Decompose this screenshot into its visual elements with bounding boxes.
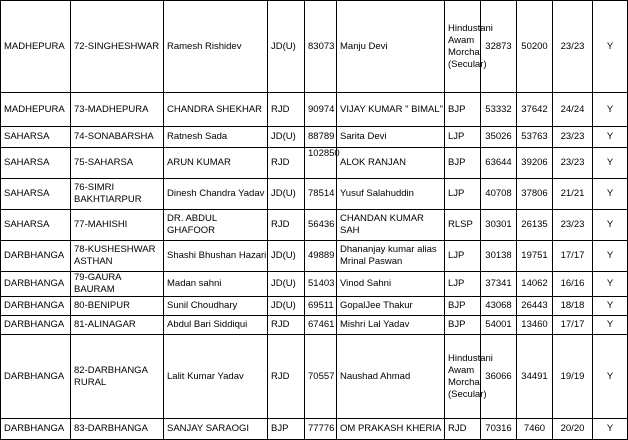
district-cell: DARBHANGA — [1, 419, 71, 440]
runner-votes-cell: 43068 — [481, 297, 517, 316]
runner-votes-cell: 32873 — [481, 1, 517, 93]
rounds-cell: 23/23 — [553, 1, 593, 93]
rounds-cell: 20/20 — [553, 419, 593, 440]
runner-party-cell: BJP — [445, 297, 481, 316]
winner-cell: Dinesh Chandra Yadav — [164, 179, 268, 210]
winner-votes-cell: 49889 — [305, 241, 337, 272]
winner-cell: Madan sahni — [164, 272, 268, 297]
margin-cell: 34491 — [517, 335, 553, 419]
runner-up-cell: Vinod Sahni — [337, 272, 445, 297]
runner-up-cell: Dhananjay kumar alias Mrinal Paswan — [337, 241, 445, 272]
constituency-cell: 76-SIMRI BAKHTIARPUR — [71, 179, 164, 210]
runner-votes-cell: 35026 — [481, 127, 517, 148]
winner-cell: DR. ABDUL GHAFOOR — [164, 210, 268, 241]
winner-votes-cell: 90974 — [305, 93, 337, 127]
winner-votes-cell: 69511 — [305, 297, 337, 316]
constituency-cell: 72-SINGHESHWAR — [71, 1, 164, 93]
district-cell: SAHARSA — [1, 210, 71, 241]
margin-cell: 50200 — [517, 1, 553, 93]
runner-party-cell: LJP — [445, 241, 481, 272]
status-cell: Y — [593, 1, 628, 93]
margin-cell: 26443 — [517, 297, 553, 316]
winner-party-cell: JD(U) — [268, 127, 305, 148]
table-row — [1, 148, 628, 179]
margin-cell: 39206 — [517, 148, 553, 179]
runner-party-cell: Hindustani Awam Morcha (Secular) — [445, 1, 481, 93]
table-row — [1, 210, 628, 241]
table-row — [1, 93, 628, 127]
winner-party-cell: RJD — [268, 335, 305, 419]
rounds-cell: 23/23 — [553, 127, 593, 148]
runner-up-cell: Yusuf Salahuddin — [337, 179, 445, 210]
constituency-cell: 78-KUSHESHWAR ASTHAN — [71, 241, 164, 272]
margin-cell: 26135 — [517, 210, 553, 241]
winner-votes-cell: 70557 — [305, 335, 337, 419]
district-cell: MADHEPURA — [1, 1, 71, 93]
runner-up-cell: Sarita Devi — [337, 127, 445, 148]
constituency-cell: 79-GAURA BAURAM — [71, 272, 164, 297]
margin-cell: 13460 — [517, 316, 553, 335]
runner-up-cell: GopalJee Thakur — [337, 297, 445, 316]
status-cell: Y — [593, 127, 628, 148]
winner-cell: CHANDRA SHEKHAR — [164, 93, 268, 127]
constituency-cell: 74-SONABARSHA — [71, 127, 164, 148]
winner-cell: ARUN KUMAR — [164, 148, 268, 179]
winner-party-cell: JD(U) — [268, 272, 305, 297]
status-cell: Y — [593, 179, 628, 210]
table-row — [1, 335, 628, 419]
district-cell: MADHEPURA — [1, 93, 71, 127]
table-row — [1, 297, 628, 316]
runner-party-cell: Hindustani Awam Morcha (Secular) — [445, 335, 481, 419]
winner-party-cell: RJD — [268, 316, 305, 335]
winner-votes-cell: 51403 — [305, 272, 337, 297]
runner-party-cell: LJP — [445, 272, 481, 297]
district-cell: DARBHANGA — [1, 316, 71, 335]
runner-party-cell: RLSP — [445, 210, 481, 241]
constituency-cell: 83-DARBHANGA — [71, 419, 164, 440]
rounds-cell: 19/19 — [553, 335, 593, 419]
rounds-cell: 21/21 — [553, 179, 593, 210]
runner-up-cell: Mishri Lal Yadav — [337, 316, 445, 335]
winner-votes-cell: 83073 — [305, 1, 337, 93]
margin-cell: 14062 — [517, 272, 553, 297]
status-cell: Y — [593, 210, 628, 241]
district-cell: SAHARSA — [1, 179, 71, 210]
status-cell: Y — [593, 241, 628, 272]
status-cell: Y — [593, 148, 628, 179]
rounds-cell: 17/17 — [553, 316, 593, 335]
district-cell: DARBHANGA — [1, 335, 71, 419]
table-row — [1, 179, 628, 210]
runner-party-cell: LJP — [445, 179, 481, 210]
district-cell: DARBHANGA — [1, 241, 71, 272]
winner-cell: Ramesh Rishidev — [164, 1, 268, 93]
margin-cell: 7460 — [517, 419, 553, 440]
runner-votes-cell: 37341 — [481, 272, 517, 297]
winner-votes-cell: 56436 — [305, 210, 337, 241]
runner-votes-cell: 63644 — [481, 148, 517, 179]
district-cell: SAHARSA — [1, 127, 71, 148]
status-cell: Y — [593, 297, 628, 316]
runner-party-cell: RJD — [445, 419, 481, 440]
district-cell: DARBHANGA — [1, 272, 71, 297]
runner-votes-cell: 30138 — [481, 241, 517, 272]
winner-votes-cell: 78514 — [305, 179, 337, 210]
winner-party-cell: RJD — [268, 210, 305, 241]
runner-party-cell: BJP — [445, 316, 481, 335]
table-row — [1, 127, 628, 148]
constituency-cell: 75-SAHARSA — [71, 148, 164, 179]
status-cell: Y — [593, 316, 628, 335]
runner-up-cell: Naushad Ahmad — [337, 335, 445, 419]
status-cell: Y — [593, 335, 628, 419]
winner-party-cell: JD(U) — [268, 179, 305, 210]
winner-cell: Ratnesh Sada — [164, 127, 268, 148]
margin-cell: 37642 — [517, 93, 553, 127]
constituency-cell: 77-MAHISHI — [71, 210, 164, 241]
winner-party-cell: JD(U) — [268, 1, 305, 93]
winner-votes-cell: 67461 — [305, 316, 337, 335]
winner-party-cell: RJD — [268, 148, 305, 179]
winner-party-cell: BJP — [268, 419, 305, 440]
table-row — [1, 272, 628, 297]
rounds-cell: 23/23 — [553, 148, 593, 179]
runner-votes-cell: 70316 — [481, 419, 517, 440]
margin-cell: 19751 — [517, 241, 553, 272]
runner-votes-cell: 30301 — [481, 210, 517, 241]
rounds-cell: 24/24 — [553, 93, 593, 127]
winner-cell: Sunil Choudhary — [164, 297, 268, 316]
winner-cell: Lalit Kumar Yadav — [164, 335, 268, 419]
winner-party-cell: JD(U) — [268, 297, 305, 316]
runner-up-cell: CHANDAN KUMAR SAH — [337, 210, 445, 241]
rounds-cell: 18/18 — [553, 297, 593, 316]
status-cell: Y — [593, 93, 628, 127]
winner-votes-cell: 77776 — [305, 419, 337, 440]
constituency-cell: 80-BENIPUR — [71, 297, 164, 316]
winner-party-cell: RJD — [268, 93, 305, 127]
runner-up-cell: Manju Devi — [337, 1, 445, 93]
runner-votes-cell: 40708 — [481, 179, 517, 210]
winner-cell: Abdul Bari Siddiqui — [164, 316, 268, 335]
margin-cell: 53763 — [517, 127, 553, 148]
table-row — [1, 1, 628, 93]
status-cell: Y — [593, 272, 628, 297]
constituency-cell: 73-MADHEPURA — [71, 93, 164, 127]
table-row — [1, 241, 628, 272]
winner-votes-cell: 88789 — [305, 127, 337, 148]
rounds-cell: 16/16 — [553, 272, 593, 297]
runner-up-cell: OM PRAKASH KHERIA — [337, 419, 445, 440]
winner-cell: Shashi Bhushan Hazari — [164, 241, 268, 272]
runner-party-cell: BJP — [445, 148, 481, 179]
runner-party-cell: BJP — [445, 93, 481, 127]
district-cell: DARBHANGA — [1, 297, 71, 316]
table-row — [1, 316, 628, 335]
runner-up-cell: ALOK RANJAN — [337, 148, 445, 179]
district-cell: SAHARSA — [1, 148, 71, 179]
runner-votes-cell: 53332 — [481, 93, 517, 127]
constituency-cell: 81-ALINAGAR — [71, 316, 164, 335]
winner-cell: SANJAY SARAOGI — [164, 419, 268, 440]
runner-party-cell: LJP — [445, 127, 481, 148]
runner-votes-cell: 54001 — [481, 316, 517, 335]
winner-party-cell: JD(U) — [268, 241, 305, 272]
rounds-cell: 23/23 — [553, 210, 593, 241]
table-row — [1, 419, 628, 440]
runner-votes-cell: 36066 — [481, 335, 517, 419]
rounds-cell: 17/17 — [553, 241, 593, 272]
constituency-cell: 82-DARBHANGA RURAL — [71, 335, 164, 419]
status-cell: Y — [593, 419, 628, 440]
winner-votes-cell: 102850 — [305, 148, 337, 179]
margin-cell: 37806 — [517, 179, 553, 210]
runner-up-cell: VIJAY KUMAR " BIMAL" — [337, 93, 445, 127]
